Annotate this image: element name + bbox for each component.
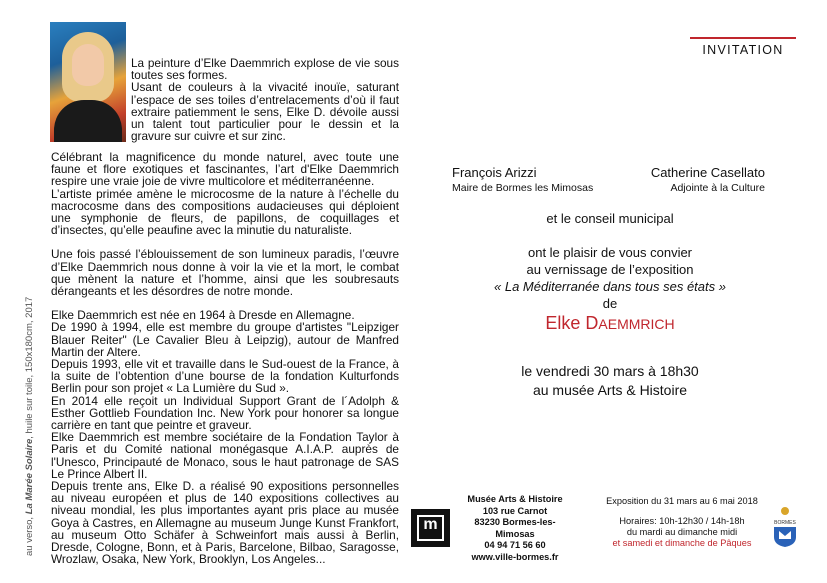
para3-line-5: Elke Daemmrich est membre sociétaire de la Fondation Taylor à Paris et du Comité national monégasque A.I.A.P. auprès de l'Unesco, Principauté de Monaco, sous le haut patronage de SAS Le Prince Albert II. [51, 430, 399, 481]
intro-text [131, 57, 399, 142]
museum-address [455, 494, 575, 563]
museum-name: Musée Arts & Histoire [467, 494, 563, 504]
caption-prefix: au verso, [24, 514, 35, 556]
invite-line-2: au vernissage de l’exposition [526, 262, 694, 277]
para1-line-2: L’artiste primée amène le microcosme de la nature à l’échelle du macrocosme dans des compositions audacieuses qui déploient une symphonie de fleurs, de papillons, de coquillages et d’insectes, qu’elle peaufine avec la minutie du naturaliste. [51, 186, 399, 238]
hours-line: Horaires: 10h-12h30 / 14h-18h [619, 516, 745, 526]
invite-line-4: de [602, 296, 618, 311]
opening-hours [583, 516, 781, 549]
event-details [440, 362, 780, 400]
invitation-heading: INVITATION [702, 43, 784, 57]
para3-line-2: De 1990 à 1994, elle est membre du groupe d'artistes "Leipziger Blauer Reiter" (Le Cavalier Bleu à Leipzig), autour de Manfred Martin der Altere. [51, 320, 399, 359]
artist-first-name: Elke [545, 313, 581, 333]
crest-label: BORMES [774, 520, 796, 526]
biography-text [51, 151, 399, 566]
event-venue: au musée Arts & Histoire [532, 382, 688, 398]
expo-dates: Exposition du 31 mars au 6 mai 2018 [606, 496, 758, 506]
para3-line-3: Depuis 1993, elle vit et travaille dans le Sud-ouest de la France, à la suite de l’obtention d’une bourse de la fondation Kulturfonds Berlin pour son projet « La Lumière du Sud ». [51, 357, 399, 396]
host1-name: François Arizzi [452, 165, 537, 180]
museum-street: 103 rue Carnot [482, 505, 548, 516]
logo-glyph: m [423, 516, 438, 533]
para1-line-1: Célébrant la magnificence du monde naturel, avec toute une faune et flore exotiques et fascinantes, l’art d'Elke Daemmrich respire une vraie joie de vivre multicolore et méditerranéenne. [51, 150, 399, 189]
weekend-line: et samedi et dimanche de Pâques [612, 538, 752, 548]
para3-line-4: En 2014 elle reçoit un Individual Support Grant de l´Adolph & Esther Gottlieb Foundation Inc. New York pour honorer sa longue carrière en tant que peintre et graveur. [51, 393, 399, 433]
caption-title: La Marée Solaire [24, 438, 35, 515]
museum-logo-icon [411, 509, 450, 547]
intro-line-2: Usant de couleurs à la vivacité inouïe, saturant l’espace de ses toiles d’entrelacements d’où il faut extraire patiemment le sens, Elke D. dévoile aussi un talent tout particulier pour le dessin et la gravure sur cuivre et sur zinc. [131, 80, 399, 144]
artist-last-name: DAEMMRICH [585, 313, 675, 333]
bormes-crest-icon [770, 503, 800, 547]
para2: Une fois passé l’éblouissement de son lumineux paradis, l’œuvre d’Elke Daemmrich nous donne à voir la vie et la mort, le combat que mènent la nature et l’homme, ainsi que les soubresauts dérangeants et les désordres de notre monde. [51, 247, 399, 299]
days-line: du mardi au dimanche midi [626, 527, 738, 537]
museum-city: 83230 Bormes-les-Mimosas [474, 517, 556, 539]
para3-line-6: Depuis trente ans, Elke D. a réalisé 90 expositions personnelles au niveau européen et plus de 140 expositions collectives au niveau mondial, les plus importantes ayant pris place au musée Goya à Castres, en Allemagne au museum Junge Kunst Frankfort, au museum Otto Schäfer à Schweinfort mais aussi à Berlin, Dresde, Cologne, Bonn, et à Paris, Barcelone, Bilbao, Saragosse, Wrozlaw, Osaka, New York, Brooklyn, Los Angeles... [51, 479, 399, 567]
photo-body [54, 100, 122, 142]
museum-phone: 04 94 71 56 60 [484, 540, 546, 550]
host2-role: Adjointe à la Culture [670, 182, 765, 194]
artist-photo [50, 22, 126, 142]
artwork-caption [24, 297, 35, 556]
photo-face [72, 44, 104, 86]
para3-line-1: Elke Daemmrich est née en 1964 à Dresde en Allemagne. [51, 308, 355, 323]
artist-name [440, 313, 780, 334]
council-line: et le conseil municipal [546, 211, 674, 226]
exhibition-title: « La Méditerranée dans tous ses états » [494, 279, 726, 294]
invite-text [440, 244, 780, 312]
caption-suffix: , huile sur toile, 150x180cm, 2017 [24, 296, 35, 439]
museum-website[interactable]: www.ville-bormes.fr [471, 551, 559, 562]
host1-role: Maire de Bormes les Mimosas [452, 182, 594, 194]
invite-line-1: ont le plaisir de vous convier [527, 245, 693, 260]
event-date: le vendredi 30 mars à 18h30 [521, 363, 699, 379]
invitation-rule [690, 37, 796, 39]
intro-line-1: La peinture d’Elke Daemmrich explose de vie sous toutes ses formes. [131, 56, 399, 83]
host2-name: Catherine Casellato [650, 165, 765, 180]
